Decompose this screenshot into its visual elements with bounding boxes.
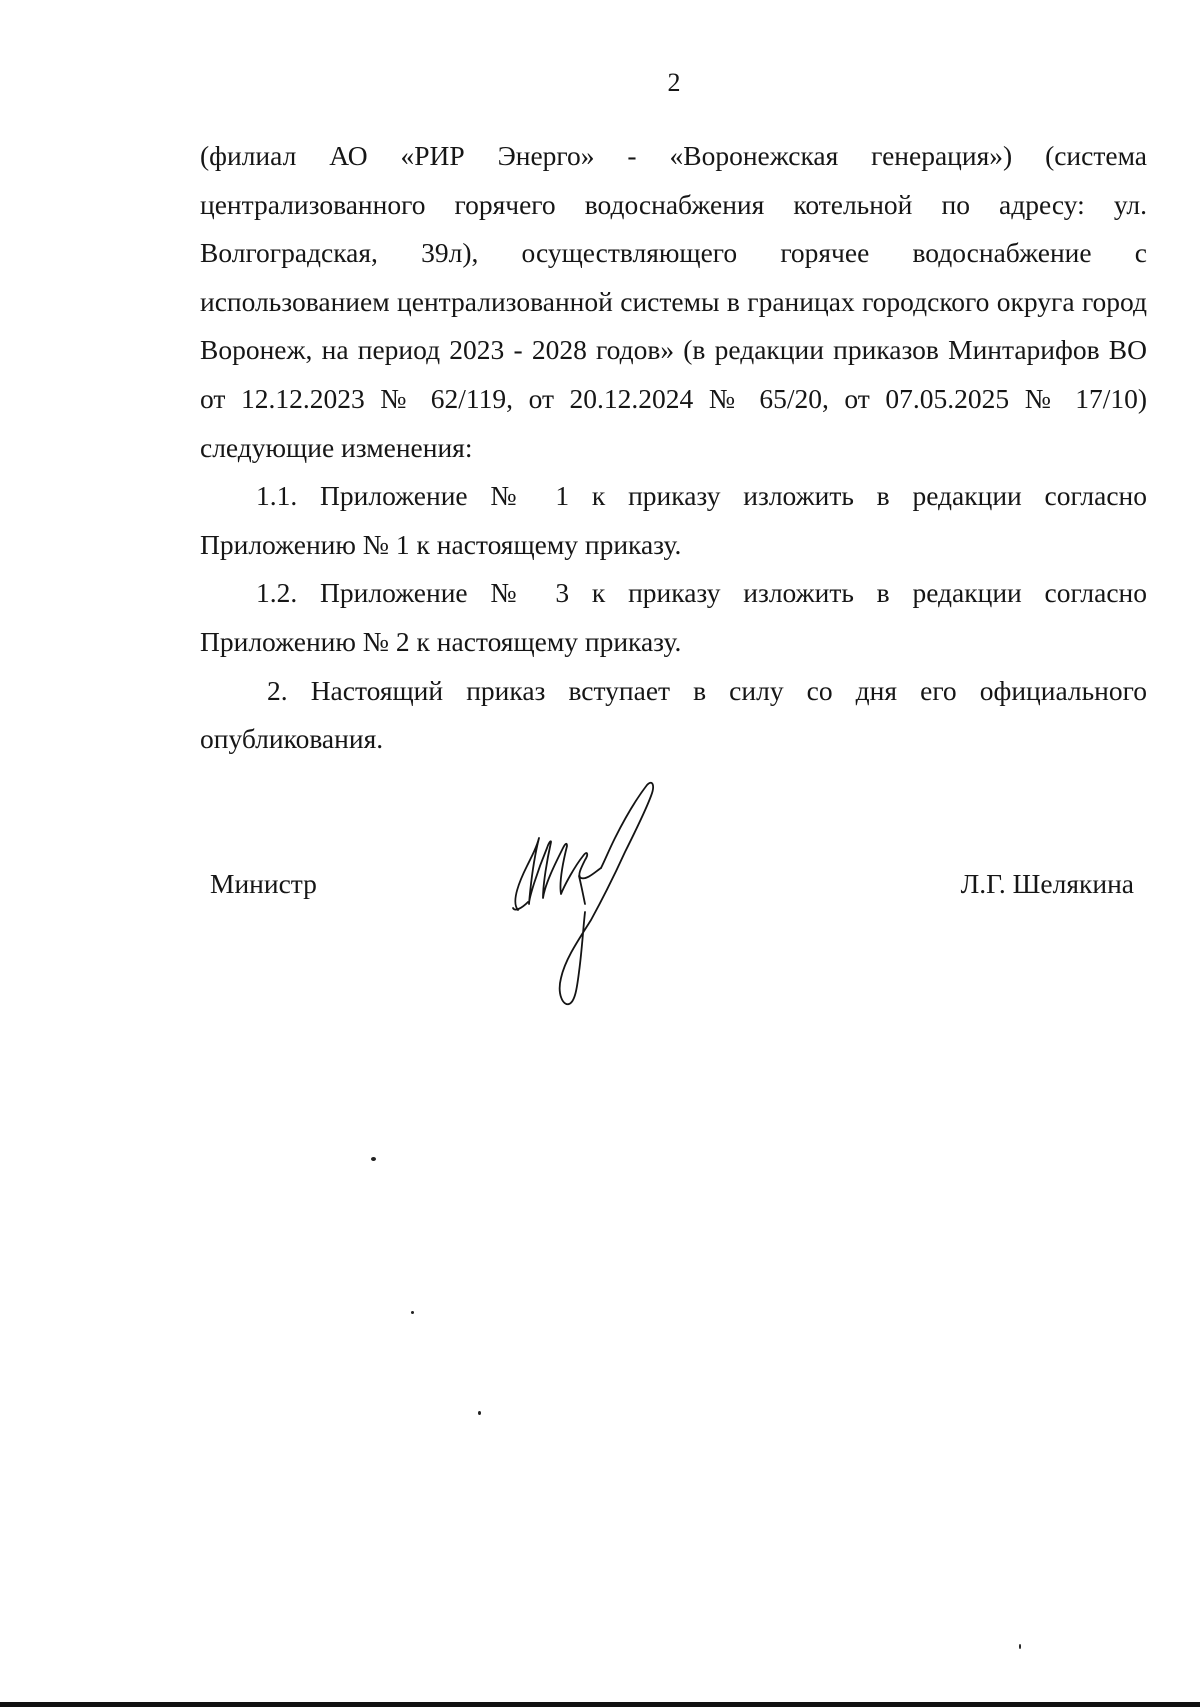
paragraph-item-1-2: 1.2. Приложение № 3 к приказу изложить в редакции согласно Приложению № 2 к настоящему приказу.: [200, 577, 1147, 657]
scan-speck: [371, 1157, 376, 1161]
signatory-name: Л.Г. Шелякина: [960, 868, 1134, 899]
handwritten-signature: [505, 780, 685, 1024]
scan-speck: [478, 1411, 481, 1415]
scan-speck: [411, 1311, 414, 1314]
paragraph-amendments-intro: (филиал АО «РИР Энерго» - «Воронежская генерация») (система централизованного горячего водоснабжения котельной по адресу: ул. Волгоградская, 39л), осуществляющего горячее водоснабжение с использованием централизованной системы в границах городского округа город Воронеж, на период 2023 - 2028 годов» (в редакции приказов Минтарифов ВО от 12.12.2023 № 62/119, от 20.12.2024 № 65/20, от 07.05.2025 № 17/10) следующие изменения:: [200, 140, 1147, 463]
paragraph-item-1-1: 1.1. Приложение № 1 к приказу изложить в редакции согласно Приложению № 1 к настоящему приказу.: [200, 480, 1147, 560]
page-number: 2: [667, 68, 681, 97]
paragraph-item-2: 2. Настоящий приказ вступает в силу со дня его официального опубликования.: [200, 674, 1147, 755]
scan-edge-bar: [0, 1702, 1200, 1707]
document-body: [200, 132, 1147, 764]
scan-speck: [1019, 1644, 1021, 1649]
signatory-title: Министр: [210, 868, 317, 899]
